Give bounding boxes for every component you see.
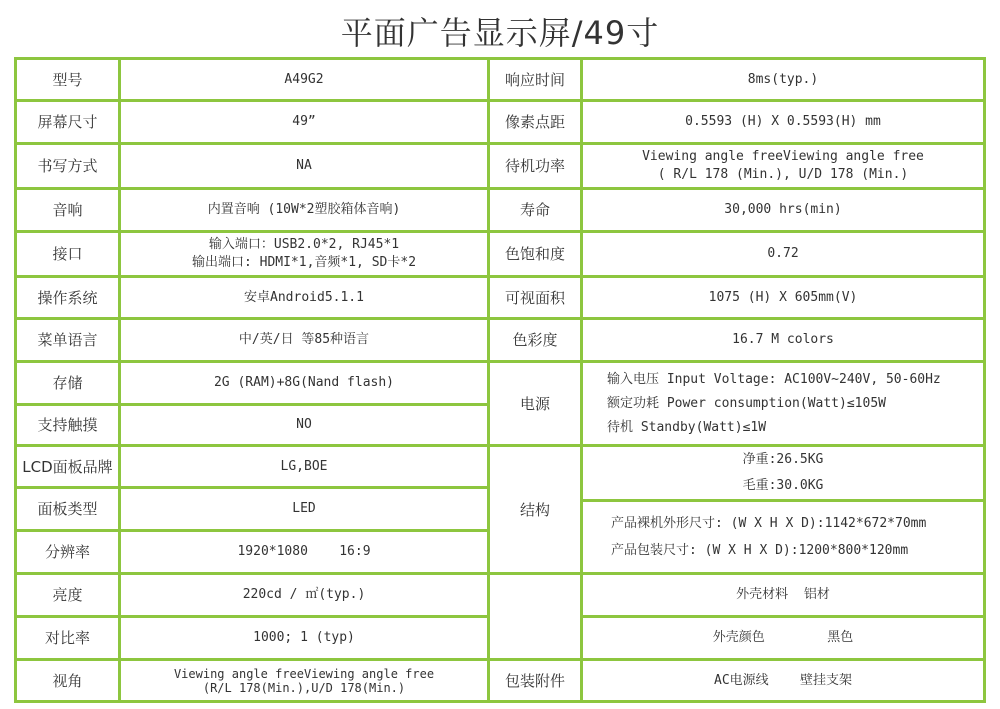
power-label: 电源 <box>490 363 580 444</box>
color-label: 色彩度 <box>490 320 580 360</box>
panel-type-value: LED <box>121 489 487 529</box>
contrast-value: 1000; 1 (typ) <box>121 618 487 658</box>
menu-lang-value: 中/英/日 等85种语言 <box>121 320 487 360</box>
package-size: 产品包装尺寸: (W X H X D):1200*800*120mm <box>611 543 909 558</box>
resolution-label: 分辨率 <box>17 532 118 572</box>
structure-dimensions <box>583 502 983 572</box>
audio-value: 内置音响 (10W*2塑胶箱体音响) <box>121 190 487 230</box>
standby-power-line2: ( R/L 178 (Min.), U/D 178 (Min.) <box>657 167 909 182</box>
contrast-label: 对比率 <box>17 618 118 658</box>
power-value <box>583 363 983 444</box>
bare-size: 产品裸机外形尺寸: (W X H X D):1142*672*70mm <box>611 516 927 531</box>
os-label: 操作系统 <box>17 278 118 317</box>
saturation-value: 0.72 <box>583 233 983 275</box>
ports-output-line: 输出端口: HDMI*1,音频*1, SD卡*2 <box>191 255 417 270</box>
lifetime-value: 30,000 hrs(min) <box>583 190 983 230</box>
page-title: 平面广告显示屏/49寸 <box>340 14 660 52</box>
shell-material: 外壳材料 铝材 <box>583 575 983 615</box>
viewing-angle-value <box>121 661 487 700</box>
power-input-voltage: 输入电压 Input Voltage: AC100V~240V, 50-60Hz <box>607 371 941 387</box>
response-label: 响应时间 <box>490 60 580 99</box>
structure-weight <box>583 447 983 499</box>
ports-input-line: 输入端口：USB2.0*2, RJ45*1 <box>208 237 400 252</box>
spec-table <box>14 57 986 703</box>
touch-label: 支持触摸 <box>17 406 118 444</box>
viewing-angle-line2: (R/L 178(Min.),U/D 178(Min.) <box>202 680 406 695</box>
ports-value <box>121 233 487 275</box>
response-value: 8ms(typ.) <box>583 60 983 99</box>
lcd-brand-label: LCD面板品牌 <box>17 447 118 486</box>
writing-value: NA <box>121 145 487 187</box>
visible-area-label: 可视面积 <box>490 278 580 317</box>
gross-weight: 毛重:30.0KG <box>742 478 824 493</box>
touch-value: NO <box>121 406 487 444</box>
brightness-value: 220cd / ㎡(typ.) <box>121 575 487 615</box>
power-standby: 待机 Standby(Watt)≤1W <box>607 419 767 435</box>
viewing-angle-line1: Viewing angle freeViewing angle free <box>173 666 435 681</box>
viewing-angle-label: 视角 <box>17 661 118 700</box>
storage-value: 2G (RAM)+8G(Nand flash) <box>121 363 487 403</box>
standby-power-line1: Viewing angle freeViewing angle free <box>642 149 924 164</box>
shell-color: 外壳颜色 黑色 <box>583 618 983 658</box>
model-label: 型号 <box>17 60 118 99</box>
structure-label: 结构 <box>490 447 580 572</box>
accessories-label: 包装附件 <box>490 661 580 700</box>
lcd-brand-value: LG,BOE <box>121 447 487 486</box>
saturation-label: 色饱和度 <box>490 233 580 275</box>
lifetime-label: 寿命 <box>490 190 580 230</box>
color-value: 16.7 M colors <box>583 320 983 360</box>
screen-size-label: 屏幕尺寸 <box>17 102 118 142</box>
ports-label: 接口 <box>17 233 118 275</box>
storage-label: 存储 <box>17 363 118 403</box>
screen-size-value: 49” <box>121 102 487 142</box>
net-weight: 净重:26.5KG <box>742 452 824 467</box>
os-value: 安卓Android5.1.1 <box>121 278 487 317</box>
pixel-pitch-label: 像素点距 <box>490 102 580 142</box>
power-consumption: 额定功耗 Power consumption(Watt)≤105W <box>607 395 886 411</box>
accessories-value: AC电源线 壁挂支架 <box>583 661 983 700</box>
model-value: A49G2 <box>121 60 487 99</box>
pixel-pitch-value: 0.5593 (H) X 0.5593(H) mm <box>583 102 983 142</box>
resolution-value: 1920*1080 16:9 <box>121 532 487 572</box>
menu-lang-label: 菜单语言 <box>17 320 118 360</box>
visible-area-value: 1075 (H) X 605mm(V) <box>583 278 983 317</box>
brightness-label: 亮度 <box>17 575 118 615</box>
audio-label: 音响 <box>17 190 118 230</box>
shell-area-left <box>490 575 580 658</box>
panel-type-label: 面板类型 <box>17 489 118 529</box>
writing-label: 书写方式 <box>17 145 118 187</box>
standby-power-label: 待机功率 <box>490 145 580 187</box>
standby-power-value <box>583 145 983 187</box>
